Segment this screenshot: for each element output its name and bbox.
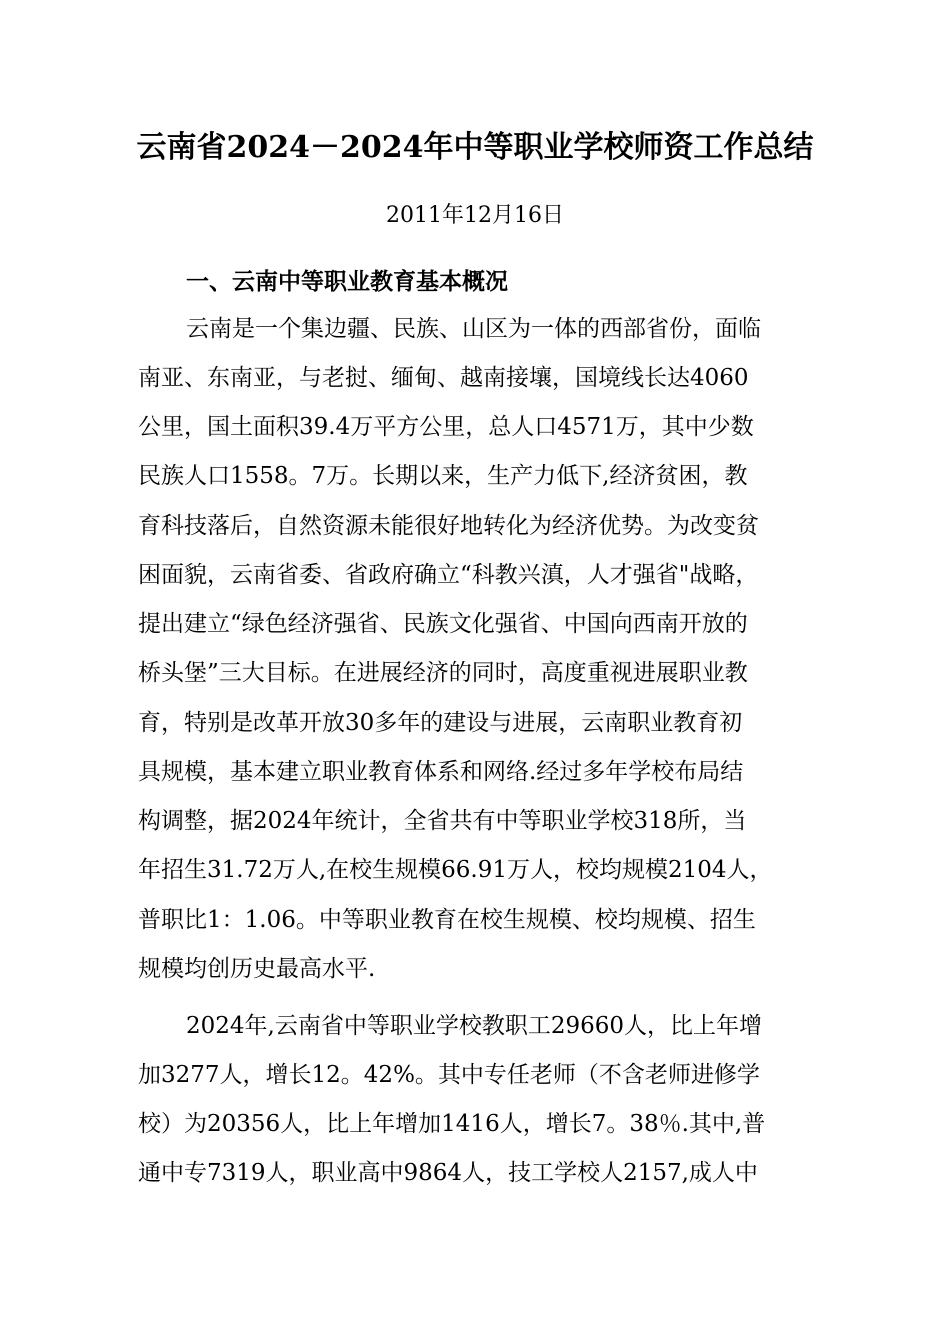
document-title: 云南省2024－2024年中等职业学校师资工作总结 — [136, 130, 814, 165]
paragraph-line: 公里，国土面积39.4万平方公里，总人口4571万，其中少数 — [138, 414, 754, 440]
paragraph-line: 困面貌，云南省委、省政府确立“科教兴滇，人才强省"战略， — [138, 562, 759, 588]
paragraph-line: 云南是一个集边疆、民族、山区为一体的西部省份，面临 — [186, 316, 761, 342]
paragraph-line: 2024年,云南省中等职业学校教职工29660人，比上年增 — [186, 1013, 763, 1039]
paragraph-line: 提出建立“绿色经济强省、民族文化强省、中国向西南开放的 — [138, 611, 748, 637]
paragraph-line: 普职比1：1.06。中等职业教育在校生规模、校均规模、招生 — [138, 907, 756, 933]
paragraph-line: 桥头堡”三大目标。在进展经济的同时，高度重视进展职业教 — [138, 660, 748, 686]
section-heading: 一、云南中等职业教育基本概况 — [186, 268, 508, 295]
paragraph-line: 育，特别是改革开放30多年的建设与进展，云南职业教育初 — [138, 710, 743, 736]
paragraph-line: 具规模，基本建立职业教育体系和网络.经过多年学校布局结 — [138, 759, 744, 785]
paragraph-line: 年招生31.72万人,在校生规模66.91万人，校均规模2104人， — [138, 857, 773, 883]
paragraph-line: 育科技落后，自然资源未能很好地转化为经济优势。为改变贫 — [138, 513, 759, 539]
paragraph-line: 规模均创历史最高水平. — [138, 956, 376, 982]
paragraph-line: 构调整，据2024年统计，全省共有中等职业学校318所，当 — [138, 808, 747, 834]
paragraph-line: 通中专7319人，职业高中9864人，技工学校人2157,成人中 — [138, 1160, 758, 1186]
paragraph-line: 南亚、东南亚，与老挝、缅甸、越南接壤，国境线长达4060 — [138, 365, 749, 391]
paragraph-line: 加3277人，增长12。42%。其中专任老师（不含老师进修学 — [138, 1062, 760, 1088]
paragraph-line: 民族人口1558。7万。长期以来，生产力低下,经济贫困，教 — [138, 463, 748, 489]
document-date: 2011年12月16日 — [386, 203, 564, 228]
paragraph-line: 校）为20356人，比上年增加1416人，增长7。38％.其中,普 — [138, 1111, 766, 1137]
